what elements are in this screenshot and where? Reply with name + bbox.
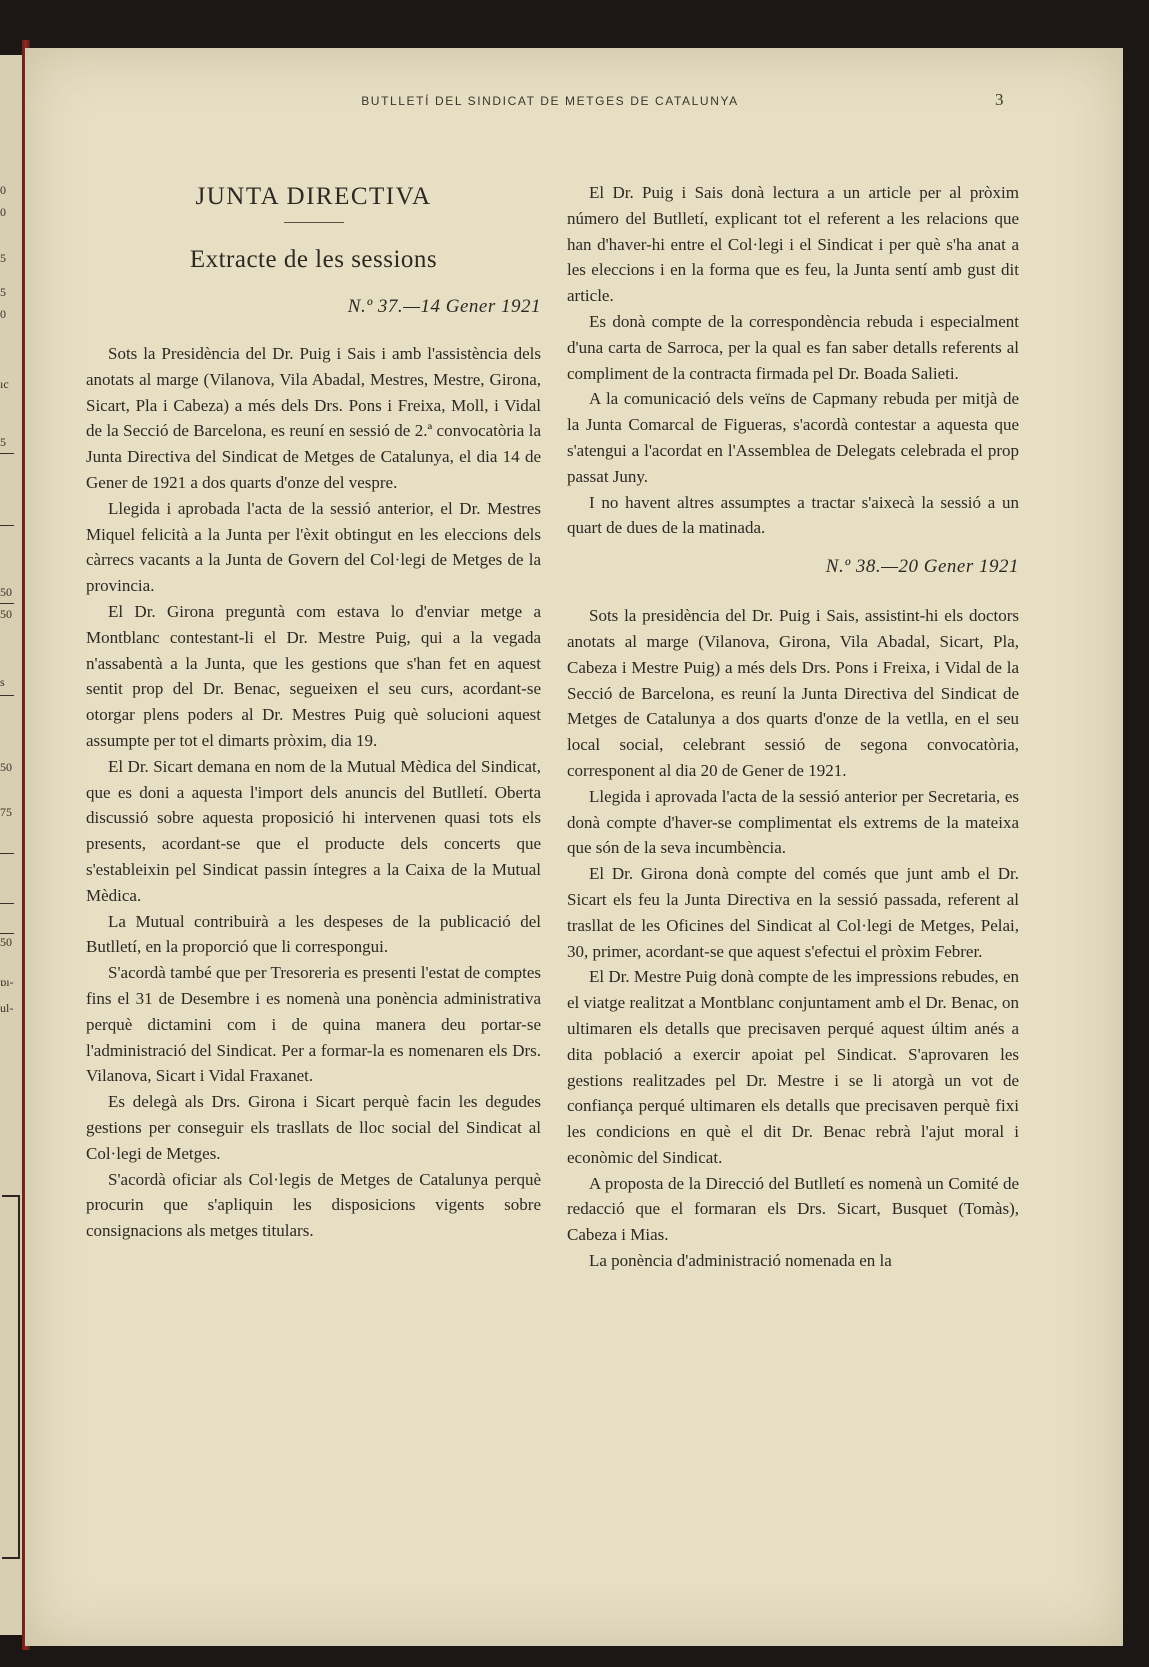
paragraph: El Dr. Puig i Sais donà lectura a un article per al pròxim número del Butlletí, explicant tot el referent a les relacions que han d'haver-hi entre el Col·legi i el Sindicat i per què s'ha anat a les eleccions i en la forma que es feu, la Junta sentí amb gust dit article. — [567, 183, 1019, 306]
paragraph: El Dr. Sicart demana en nom de la Mutual Mèdica del Sindicat, que es doni a aquesta l'import dels anuncis del Butlletí. Oberta discussió sobre aquesta proposició hi intervenen quasi tots els presents, acordant-se que el producte dels concerts que s'estableixin pel Sindicat passin íntegres a la Caixa de la Mutual Mèdica. — [86, 756, 541, 905]
prev-page-fragment: 50 — [0, 585, 12, 599]
prev-page-fragment: ɒı- — [0, 975, 14, 989]
paragraph: Es delegà als Drs. Girona i Sicart perquè facin les degudes gestions per conseguir els trasllats de lloc social del Sindicat al Col·legi de Metges. — [86, 1092, 541, 1163]
running-header: BUTLLETÍ DEL SINDICAT DE METGES DE CATALUNYA — [361, 94, 739, 108]
left-column — [86, 180, 541, 1244]
prev-page-fragment: s — [0, 675, 5, 689]
prev-page-fragment: 0 — [0, 205, 6, 219]
paragraph: Llegida i aprovada l'acta de la sessió anterior per Secretaria, es donà compte d'haver-se complimentat els extrems de la mateixa que són de la seva incumbència. — [567, 786, 1019, 858]
right-column — [567, 180, 1019, 1274]
previous-page-edge — [0, 55, 24, 1635]
prev-page-rule — [0, 853, 14, 854]
prev-page-fragment: 50 — [0, 935, 12, 949]
prev-page-fragment: ul- — [0, 1001, 14, 1015]
prev-page-rule — [0, 903, 14, 904]
prev-page-box — [2, 1195, 20, 1559]
prev-page-rule — [0, 525, 14, 526]
paragraph: A la comunicació dels veïns de Capmany rebuda per mitjà de la Junta Comarcal de Figueras, s'acordà contestar a aquesta que s'atengui a l'acordat en l'Assemblea de Delegats celebrada el prop passat Juny. — [567, 389, 1019, 486]
paragraph: El Dr. Girona donà compte del comés que junt amb el Dr. Sicart els feu la Junta Directiva en la sessió passada, referent al trasllat de les Oficines del Sindicat al Col·legi de Metges, Pelai, 30, primer, acordant-se que aquest s'efectui el pròxim Febrer. — [567, 864, 1019, 961]
prev-page-fragment: 75 — [0, 805, 12, 819]
section-subtitle: Extracte de les sessions — [189, 246, 438, 273]
prev-page-fragment: 5 — [0, 435, 6, 449]
prev-page-fragment: 5 — [0, 285, 6, 299]
section-title: JUNTA DIRECTIVA — [195, 183, 432, 210]
paragraph: La ponència d'administració nomenada en la — [589, 1251, 892, 1271]
paragraph: La Mutual contribuirà a les despeses de la publicació del Butlletí, en la proporció que li correspongui. — [86, 911, 541, 957]
prev-page-fragment: 50 — [0, 607, 12, 621]
paragraph: A proposta de la Direcció del Butlletí es nomenà un Comité de redacció que el formaran els Drs. Sicart, Busquet (Tomàs), Cabeza i Mias. — [567, 1173, 1019, 1245]
paragraph: El Dr. Mestre Puig donà compte de les impressions rebudes, en el viatge realitzat a Montblanc conjuntament amb el Dr. Benac, on ultimaren els detalls que precisaven perqué aquest últim anés a dita població a exercir apoiat pel Sindicat. S'aprovaren les gestions realitzades pel Dr. Mestre i se li atorgà un vot de confiança perqué ultimaren els detalls que precisaven perquè fixi les condicions en què el dit Dr. Benac rebrà l'ajut moral i econòmic del Sindicat. — [567, 967, 1019, 1167]
paragraph: S'acordà també que per Tresoreria es presenti l'estat de comptes fins el 31 de Desembre i es nomenà una ponència administrativa perquè dictamini com i de quina manera deu portar-se l'administració del Sindicat. Per a formar-la es nomenaren els Drs. Vilanova, Sicart i Vidal Fraxanet. — [86, 963, 541, 1086]
paragraph: Llegida i aprobada l'acta de la sessió anterior, el Dr. Mestres Miquel felicità a la Junta per l'èxit obtingut en les eleccions dels càrrecs vacants a la Junta de Govern del Col·legi de Metges de la provincia. — [86, 498, 541, 596]
prev-page-rule — [0, 453, 14, 454]
prev-page-rule — [0, 695, 14, 696]
session-number: N.º 37.—14 Gener 1921 — [347, 296, 541, 317]
prev-page-fragment: 0 — [0, 307, 6, 321]
page-number: 3 — [995, 90, 1004, 109]
prev-page-rule — [0, 933, 14, 934]
session-number: N.º 38.—20 Gener 1921 — [825, 556, 1019, 578]
prev-page-fragment: 0 — [0, 183, 6, 197]
prev-page-fragment: 5 — [0, 251, 6, 265]
paragraph: Sots la Presidència del Dr. Puig i Sais i amb l'assistència dels anotats al marge (Vilanova, Vila Abadal, Mestres, Mestre, Girona, Sicart, Pla i Cabeza) a més dels Drs. Pons i Freixa, Moll, i Vidal de la Secció de Barcelona, es reuní en sessió de 2.ª convocatòria la Junta Directiva del Sindicat de Metges de Catalunya, el dia 14 de Gener de 1921 a dos quarts d'onze del vespre. — [86, 344, 541, 492]
title-rule — [284, 222, 344, 223]
prev-page-rule — [0, 603, 14, 604]
paragraph: Es donà compte de la correspondència rebuda i especialment d'una carta de Sarroca, per la qual es fan saber detalls referents al compliment de la contracta firmada pel Dr. Boada Salieti. — [567, 311, 1019, 383]
paragraph: Sots la presidència del Dr. Puig i Sais, assistint-hi els doctors anotats al marge (Vilanova, Girona, Vila Abadal, Sicart, Pla, Cabeza i Mestre Puig) a més dels Drs. Pons i Freixa, i Vidal de la Secció de Barcelona, es reuní la Junta Directiva del Sindicat de Metges de Catalunya a dos quarts d'onze de la vetlla, en el seu local social, celebrant sessió de segona convocatòria, corresponent al dia 20 de Gener de 1921. — [567, 606, 1019, 780]
paragraph: I no havent altres assumptes a tractar s'aixecà la sessió a un quart de dues de la matinada. — [567, 492, 1019, 538]
prev-page-fragment: ıc — [0, 377, 9, 391]
prev-page-fragment: 50 — [0, 760, 12, 774]
paragraph: S'acordà oficiar als Col·legis de Metges de Catalunya perquè procurin que s'apliquin les disposicions vigents sobre consignacions als metges titulars. — [86, 1169, 541, 1241]
paragraph: El Dr. Girona preguntà com estava lo d'enviar metge a Montblanc contestant-li el Dr. Mestre Puig, qui a la vegada n'assabentà a la Junta, que les gestions que s'han fet en aquest sentit prop del Dr. Benac, segueixen el seu curs, acordant-se otorgar plens poders al Dr. Mestres Puig què solucioni aquest assumpte per tot el dimarts pròxim, dia 19. — [86, 601, 541, 750]
